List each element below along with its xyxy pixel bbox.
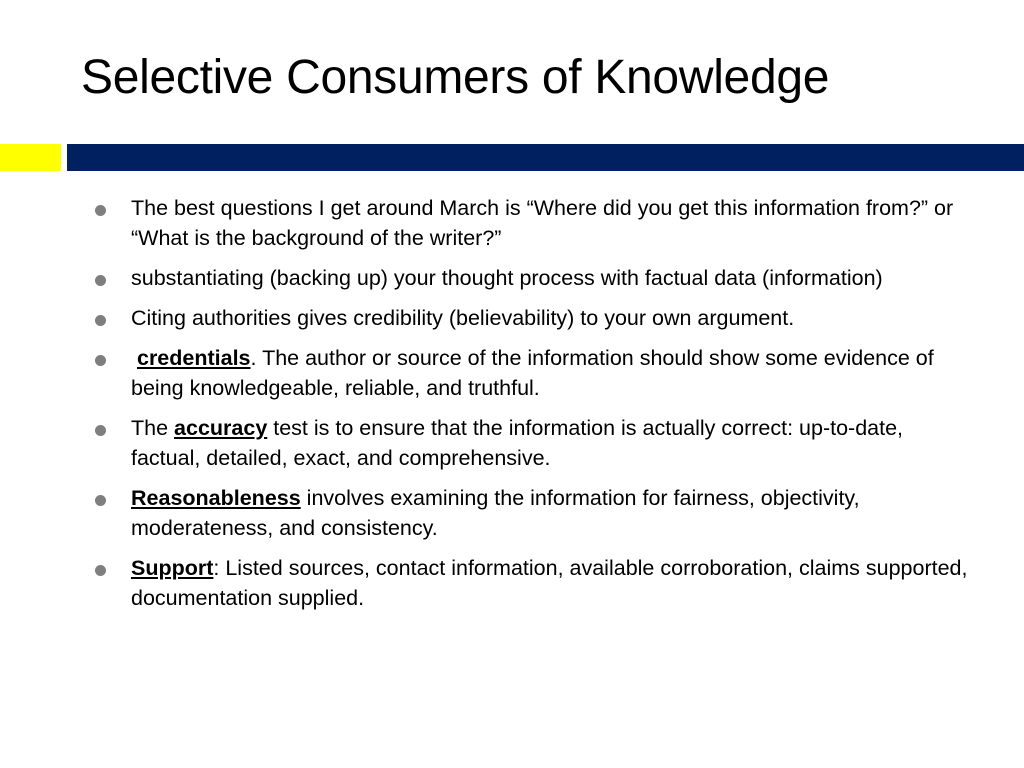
bullet-item xyxy=(90,483,970,543)
bullet-dot-icon xyxy=(95,355,106,366)
bullet-text: . The author or source of the information should show some evidence of being knowledgeable, reliable, and truthful. xyxy=(131,346,934,400)
term-support: Support xyxy=(131,556,214,580)
bullet-item xyxy=(90,303,970,333)
bullet-dot-icon xyxy=(95,205,106,216)
bullet-text: : Listed sources, contact information, available corroboration, claims supported, documentation supplied. xyxy=(131,556,968,610)
bullet-lead-text: The xyxy=(131,416,175,440)
term-credentials: credentials xyxy=(136,346,251,370)
bullet-dot-icon xyxy=(95,425,106,436)
bullet-text: substantiating (backing up) your thought process with factual data (information) xyxy=(131,266,883,290)
bullet-text: Citing authorities gives credibility (believability) to your own argument. xyxy=(131,306,795,330)
bullet-list xyxy=(90,193,970,623)
bullet-dot-icon xyxy=(95,495,106,506)
slide-title: Selective Consumers of Knowledge xyxy=(81,51,830,104)
bullet-dot-icon xyxy=(95,315,106,326)
bullet-dot-icon xyxy=(95,565,106,576)
bullet-dot-icon xyxy=(95,275,106,286)
bullet-text: involves examining the information for fairness, objectivity, moderateness, and consistency. xyxy=(131,486,860,540)
bullet-text: The best questions I get around March is “Where did you get this information from?” or “What is the background of the writer?” xyxy=(131,196,954,250)
accent-navy-bar xyxy=(67,144,1024,171)
term-reasonableness: Reasonableness xyxy=(131,486,301,510)
term-accuracy: accuracy xyxy=(174,416,268,440)
bullet-item xyxy=(90,553,970,613)
bullet-text: test is to ensure that the information is actually correct: up-to-date, factual, detailed, exact, and comprehensive. xyxy=(131,416,904,470)
bullet-item xyxy=(90,263,970,293)
bullet-item xyxy=(90,413,970,473)
bullet-item xyxy=(90,193,970,253)
accent-yellow-block xyxy=(0,144,61,171)
bullet-item xyxy=(90,343,970,403)
